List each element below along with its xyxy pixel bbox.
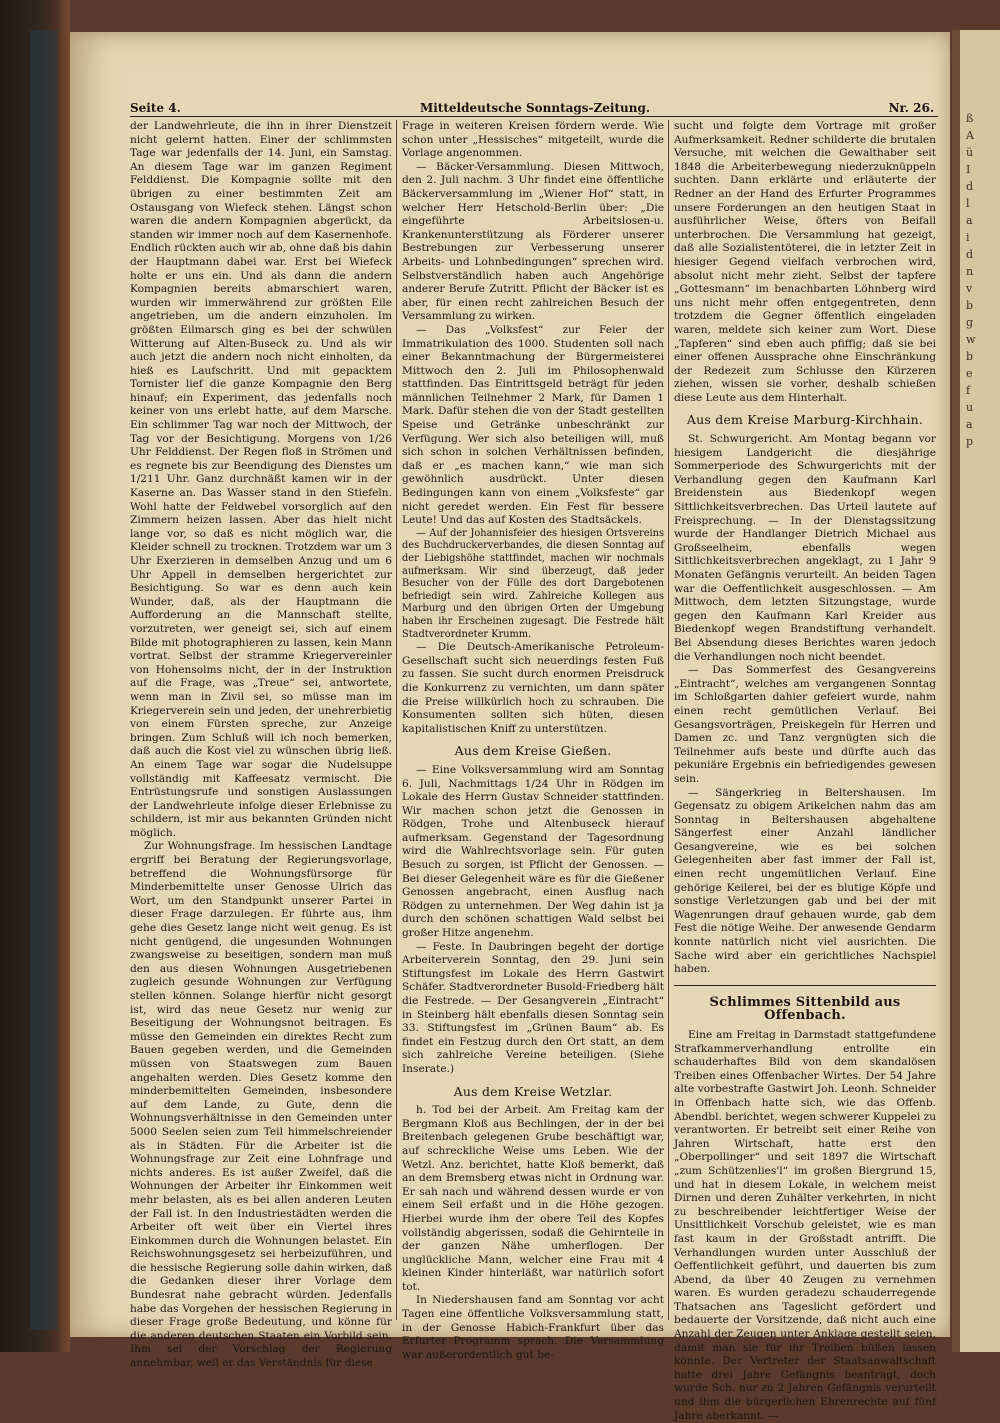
page-gutter	[952, 30, 960, 1352]
adjacent-page-edge	[952, 30, 1000, 1352]
issue-number: Nr. 26.	[888, 101, 934, 115]
article-paragraph: der Landwehrleute, die ihn in ihrer Dienstzeit nicht gelernt hatten. Einer der schlimmsten Tage war jedenfalls der 14. Juni, ein Samstag. An diesem Tage war im ganzen Regiment Felddienst. Die Kompagnie sollte mit den übrigen zu einer bestimmten Zeit am Ostausgang von Wiefeck stehen. Längst schon waren die andern Kompagnien abgerückt, da standen wir immer noch auf dem Kasernenhofe. Endlich rückten auch wir ab, ohne daß bis dahin der Hauptmann dabei war. Erst bei Wiefeck holte er uns ein. Und als dann die andern Kompagnien bereits abmarschiert waren, wurden wir immerwährend zur größten Eile angetrieben, um die andern einzuholen. Im größten Eilmarsch ging es bei der schwülen Witterung auf Alten-Buseck zu. Und als wir auch jetzt die andern noch nicht einholten, da hieß es Laufschritt. Und mit gepacktem Tornister lief die ganze Kompagnie den Berg hinauf; ein Experiment, das jedenfalls noch keiner von uns erlebt hatte, auf dem Marsche. Ein schlimmer Tag war noch der Mittwoch, der Tag vor der Besichtigung. Morgens von 1/26 Uhr Felddienst. Der Regen floß in Strömen und es regnete bis zur Beendigung des Dienstes um 1/211 Uhr. Ganz durchnäßt kamen wir in der Kaserne an. Das Wasser stand in den Stiefeln. Wohl hatte der Feldwebel vorsorglich auf den Zimmern heizen lassen. Aber das hielt nicht lange vor, so daß es nicht möglich war, die Kleider schnell zu trocknen. Trotzdem war um 3 Uhr Exerzieren in demselben Anzug und um 6 Uhr Appell in demselben hergerichtet zur Besichtigung. So war es denn auch kein Wunder, daß, als der Hauptmann die Aufforderung an die Mannschaft stellte, vorzutreten, wer geneigt sei, sich auf einem Bilde mit photographieren zu lassen, kein Mann vortrat. Selbst der stramme Kriegervereinler von Hohensolms nicht, der in der Instruktion auf die Frage, was „Treue“ sei, antwortete, wenn man in Zivil sei, so müsse man im Kriegerverein sein und jeden, der unehrerbietig von einem Fürsten spreche, zur Anzeige bringen. Zum Schluß will ich noch bemerken, daß auch die Kost viel zu wünschen übrig ließ. An einem Tage war sogar die Nudelsuppe vollständig mit Kaffeesatz vermischt. Die Entrüstungsrufe und sonstigen Auslassungen der Landwehrleute infolge dieser Erlebnisse zu schildern, ist mir aus bekannten Gründen nicht möglich.	[130, 120, 392, 839]
newspaper-page	[70, 32, 950, 1422]
column-3	[674, 120, 937, 1422]
article-headline: Schlimmes Sittenbild aus Offenbach.	[709, 994, 901, 1024]
column-2	[402, 120, 664, 1361]
column-divider	[396, 120, 397, 1320]
article-paragraph: — Das „Volksfest“ zur Feier der Immatrikulation des 1000. Studenten soll nach einer Bekanntmachung der Bürgermeisterei Mittwoch den 2. Juli im Philosophenwald stattfinden. Das Eintrittsgeld beträgt für jeden männlichen Teilnehmer 2 Mark, für Damen 1 Mark. Dafür stehen die von der Stadt gestellten Speise und Getränke unbeschränkt zur Verfügung. Wer sich also beteiligen will, muß sich schon in solchen Verhältnissen befinden, daß er „es machen kann,“ wie man sich gewöhnlich ausdrückt. Unter diesen Bedingungen kann von einem „Volksfeste“ gar nicht geredet werden. Ein Fest für bessere Leute! Und das auf Kosten des Stadtsäckels.	[402, 323, 664, 527]
article-paragraph: — Auf der Johannisfeier des hiesigen Ortsvereins des Buchdruckerverbandes, die diesen Sonntag auf der Liebigshöhe stattfindet, machen wir nochmals aufmerksam. Wir sind überzeugt, daß jeder Besucher von der Fülle des dort Dargebotenen befriedigt sein wird. Zahlreiche Kollegen aus Marburg und den übrigen Orten der Umgebung haben ihr Erscheinen zugesagt. Die Festrede hält Stadtverordneter Krumm.	[402, 527, 664, 640]
article-paragraph: h. Tod bei der Arbeit. Am Freitag kam der Bergmann Kloß aus Bechlingen, der in der bei Breitenbach gelegenen Grube beschäftigt war, auf schreckliche Weise ums Leben. Wie der Wetzl. Anz. berichtet, hatte Kloß bemerkt, daß an dem Bremsberg etwas nicht in Ordnung war. Er sah nach und während dessen wurde er von einem Seil erfaßt und in die Höhe gezogen. Hierbei wurde ihm der obere Teil des Kopfes vollständig abgerissen, sodaß die Gehirnteile in der ganzen Nähe umherflogen. Der unglückliche Mann, welcher eine Frau mit 4 kleinen Kinder hinterläßt, war natürlich sofort tot.	[402, 1104, 664, 1293]
article-paragraph: St. Schwurgericht. Am Montag begann vor hiesigem Landgericht die diesjährige Sommerperiode des Schwurgerichts mit der Verhandlung gegen den Kaufmann Karl Breidenstein aus Biedenkopf wegen Sittlichkeitsverbrechen. Das Urteil lautete auf Freisprechung. — In der Dienstagssitzung wurde der Handlanger Dietrich Michael aus Großseelheim, ebenfalls wegen Sittlichkeitsverbrechen angeklagt, zu 1 Jahr 9 Monaten Gefängnis verurteilt. An beiden Tagen war die Oeffentlichkeit ausgeschlossen. — Am Mittwoch, dem letzten Sitzungstage, wurde gegen den Kaufmann Karl Kreider aus Biedenkopf wegen Brandstiftung verhandelt. Bei Absendung dieses Berichtes waren jedoch die Verhandlungen noch nicht beendet.	[674, 433, 936, 663]
article-paragraph: — Sängerkrieg in Beltershausen. Im Gegensatz zu obigem Arikelchen nahm das am Sonntag in Beltershausen abgehaltene Sängerfest einer Anzahl ländlicher Gesangvereine, wie es bei solchen Gelegenheiten aber fast immer der Fall ist, einen recht ungemütlichen Verlauf. Eine gehörige Keilerei, bei der es blutige Köpfe und sonstige Verletzungen gab und bei der mit Wagenrungen drauf gehauen wurde, gab dem Fest die nötige Weihe. Der anwesende Gendarm konnte natürlich nicht viel ausrichten. Die Sache wird aber ein gerichtliches Nachspiel haben.	[674, 786, 936, 976]
column-1	[130, 120, 392, 1370]
column-divider	[668, 120, 669, 1320]
article-paragraph: — Bäcker-Versammlung. Diesen Mittwoch, den 2. Juli nachm. 3 Uhr findet eine öffentliche Bäckerversammlung im „Wiener Hof“ statt, in welcher Herr Hetschold-Berlin über: „Die eingeführte Arbeitslosen-u. Krankenunterstützung als Förderer unserer Bestrebungen zur Verbesserung unserer Arbeits- und Lohnbedingungen“ sprechen wird. Selbstverständlich haben auch Angehörige anderer Berufe Zutritt. Pflicht der Bäcker ist es aber, für einen recht zahlreichen Besuch der Versammlung zu wirken.	[402, 160, 664, 323]
article-paragraph: — Die Deutsch-Amerikanische Petroleum-Gesellschaft sucht sich neuerdings festen Fuß zu fassen. Sie sucht durch enormen Preisdruck die Konkurrenz zu vernichten, um dann später die Preise willkürlich hoch zu schrauben. Die Konsumenten sollten sich hüten, diesen kapitalistischen Kniff zu unterstützen.	[402, 641, 664, 735]
section-rule	[674, 985, 936, 986]
article-paragraph: Zur Wohnungsfrage. Im hessischen Landtage ergriff bei Beratung der Regierungsvorlage, betreffend die Wohnungsfürsorge für Minderbemittelte unser Genosse Ulrich das Wort, um den Standpunkt unserer Partei in dieser Frage darzulegen. Er führte aus, ihm gehe dies Gesetz lange nicht weit genug. Es ist nicht genügend, die ungesunden Wohnungen zwangsweise zu beseitigen, sondern man muß den aus diesen Wohnungen Ausgetriebenen zugleich gesunde Wohnungen zur Verfügung stellen können. Solange hierfür nicht gesorgt ist, wird das neue Gesetz nur wenig zur Beseitigung der Wohnungsnot beitragen. Es müsse den Gemeinden ein direktes Recht zum Bauen gegeben werden, und die Gemeinden müssen von Staatswegen zum Bauen angehalten werden. Dies Gesetz komme den minderbemittelten Gemeinden, insbesondere auf dem Lande, zu Gute, denn die Wohnungsverhältnisse in den Gemeinden unter 5000 Seelen seien zum Teil himmelschreiender als in Städten. Für die Arbeiter ist die Wohnungsfrage zur Zeit eine Lohnfrage und nichts anderes. Es ist außer Zweifel, daß die Wohnungen der Arbeiter ihr Einkommen weit mehr belasten, als es bei allen anderen Leuten der Fall ist. In den Industriestädten werden die Arbeiter oft weit über ein Viertel ihres Einkommen durch die Wohnungen belastet. Ein Reichswohnungsgesetz sei herbeizuführen, und die hessische Regierung solle dahin wirken, daß die Gedanken dieser ihrer Vorlage dem Bundesrat nahe gebracht würden. Jedenfalls habe das Vorgehen der hessischen Regierung in dieser Frage große Bedeutung, und könne für die anderen deutschen Staaten ein Vorbild sein. Ihm sei der Vorschlag der Regierung annehmbar, weil er das Verständnis für diese	[130, 840, 392, 1370]
article-paragraph: — Das Sommerfest des Gesangvereins „Eintracht“, welches am vergangenen Sonntag im Schloßgarten dahier gefeiert wurde, nahm einen recht gemütlichen Verlauf. Bei Gesangsvorträgen, Preiskegeln für Herren und Damen zc. und Tanz vergnügten sich die Teilnehmer aufs beste und dürfte auch das pekuniäre Ergebnis ein befriedigendes gewesen sein.	[674, 664, 936, 785]
section-heading: Aus dem Kreise Gießen.	[454, 743, 612, 759]
section-heading: Aus dem Kreise Marburg-Kirchhain.	[686, 412, 924, 428]
section-heading: Aus dem Kreise Wetzlar.	[453, 1083, 613, 1099]
article-paragraph: — Eine Volksversammlung wird am Sonntag 6. Juli, Nachmittags 1/24 Uhr in Rödgen im Lokale des Herrn Gustav Schneider stattfinden. Wir machen schon jetzt die Genossen in Rödgen, Trohe und Altenbuseck hierauf aufmerksam. Gegenstand der Tagesordnung wird die Wahlrechtsvorlage sein. Für guten Besuch zu sorgen, ist Pflicht der Genossen. — Bei dieser Gelegenheit wäre es für die Gießener Genossen angebracht, einen Ausflug nach Rödgen zu unternehmen. Der Weg dahin ist ja durch den schönen schattigen Wald selbst bei großer Hitze angenehm.	[402, 763, 664, 940]
article-paragraph: Eine am Freitag in Darmstadt stattgefundene Strafkammerverhandlung entrollte ein schauderhaftes Bild von dem skandalösen Treiben eines Offenbacher Wirtes. Der 54 Jahre alte vorbestrafte Gastwirt Joh. Leonh. Schneider in Offenbach hatte sich, wie das Offenb. Abendbl. berichtet, wegen schwerer Kuppelei zu verantworten. Er betreibt seit einer Reihe von Jahren Wirtschaft, hatte erst den „Oberpollinger“ und seit 1897 die Wirtschaft „zum Schützenlies'l“ im großen Biergrund 15, und hat in diesem Lokale, in welchem meist Dirnen und deren Zuhälter verkehrten, in nicht zu beschreibender leichtfertiger Weise der Unsittlichkeit Vorschub geleistet, wie es man fast kaum in der Großstadt antrifft. Die Verhandlungen wurden unter Ausschluß der Oeffentlichkeit geführt, und dauerten bis zum Abend, da über 40 Zeugen zu vernehmen waren. Es wurden geradezu schauderregende Thatsachen ans Tageslicht gefördert und bedauerte der Vorsitzende, daß nicht auch eine Anzahl der Zeugen unter Anklage gestellt seien, damit man sie für ihr Treiben büßen lassen könnte. Der Vertreter der Staatsanwaltschaft hatte drei Jahre Gefängnis beantragt, doch wurde Sch. nur zu 2 Jahren Gefängnis verurteilt und ihm die bürgerlichen Ehrenrechte auf fünf Jahre aberkannt. —	[674, 1029, 937, 1422]
article-paragraph: — Feste. In Daubringen begeht der dortige Arbeiterverein Sonntag, den 29. Juni sein Stiftungsfest im Lokale des Herrn Gastwirt Schäfer. Stadtverordneter Busold-Friedberg hält die Festrede. — Der Gesangverein „Eintracht“ in Steinberg hält ebenfalls diesen Sonntag sein 33. Stiftungsfest im „Grünen Baum“ ab. Es findet ein Festzug durch den Ort statt, an dem sich zahlreiche Vereine beteiligen. (Siehe Inserate.)	[402, 940, 664, 1075]
article-paragraph: sucht und folgte dem Vortrage mit großer Aufmerksamkeit. Redner schilderte die brutalen Versuche, mit welchen die Gewalthaber seit 1848 die Arbeiterbewegung niederzuknüppeln suchten. Dann erklärte und erläuterte der Redner an der Hand des Erfurter Programmes unsere Forderungen an den heutigen Staat in ausführlicher Weise, öfters von Beifall unterbrochen. Die Versammlung hat gezeigt, daß alle Sozialistentöterei, die in letzter Zeit in hiesiger Gegend vielfach verbrochen wird, absolut nicht mehr zieht. Selbst der tapfere „Gottesmann“ im benachbarten Löhnberg wird uns nicht mehr offen entgegentreten, denn trotzdem die Gegner öffentlich eingeladen waren, meldete sich keiner zum Wort. Diese „Tapferen“ sind eben auch pfiffig; daß sie bei einer offenen Aussprache ohne Einschränkung der Redezeit zum Schlusse den Kürzeren ziehen, wissen sie vorher, deshalb schießen diese Leute aus dem Hinterhalt.	[674, 120, 936, 404]
article-paragraph: Frage in weiteren Kreisen fördern werde. Wie schon unter „Hessisches“ mitgeteilt, wurde die Vorlage angenommen.	[402, 120, 664, 160]
book-binding	[0, 0, 70, 1352]
page-number: Seite 4.	[130, 101, 181, 115]
newspaper-title: Mitteldeutsche Sonntags-Zeitung.	[419, 101, 651, 115]
binding-strip	[30, 30, 58, 1330]
adjacent-page-fragment: ß A ü I d l a i d n v b g w b e f u a p	[966, 112, 976, 448]
article-columns	[130, 120, 940, 1422]
header-rule	[130, 116, 938, 117]
article-paragraph: In Niedershausen fand am Sonntag vor acht Tagen eine öffentliche Volksversammlung statt, in der Genosse Habich-Frankfurt über das Erfurter Programm sprach. Die Versammlung war außerordentlich gut be-	[402, 1294, 664, 1361]
